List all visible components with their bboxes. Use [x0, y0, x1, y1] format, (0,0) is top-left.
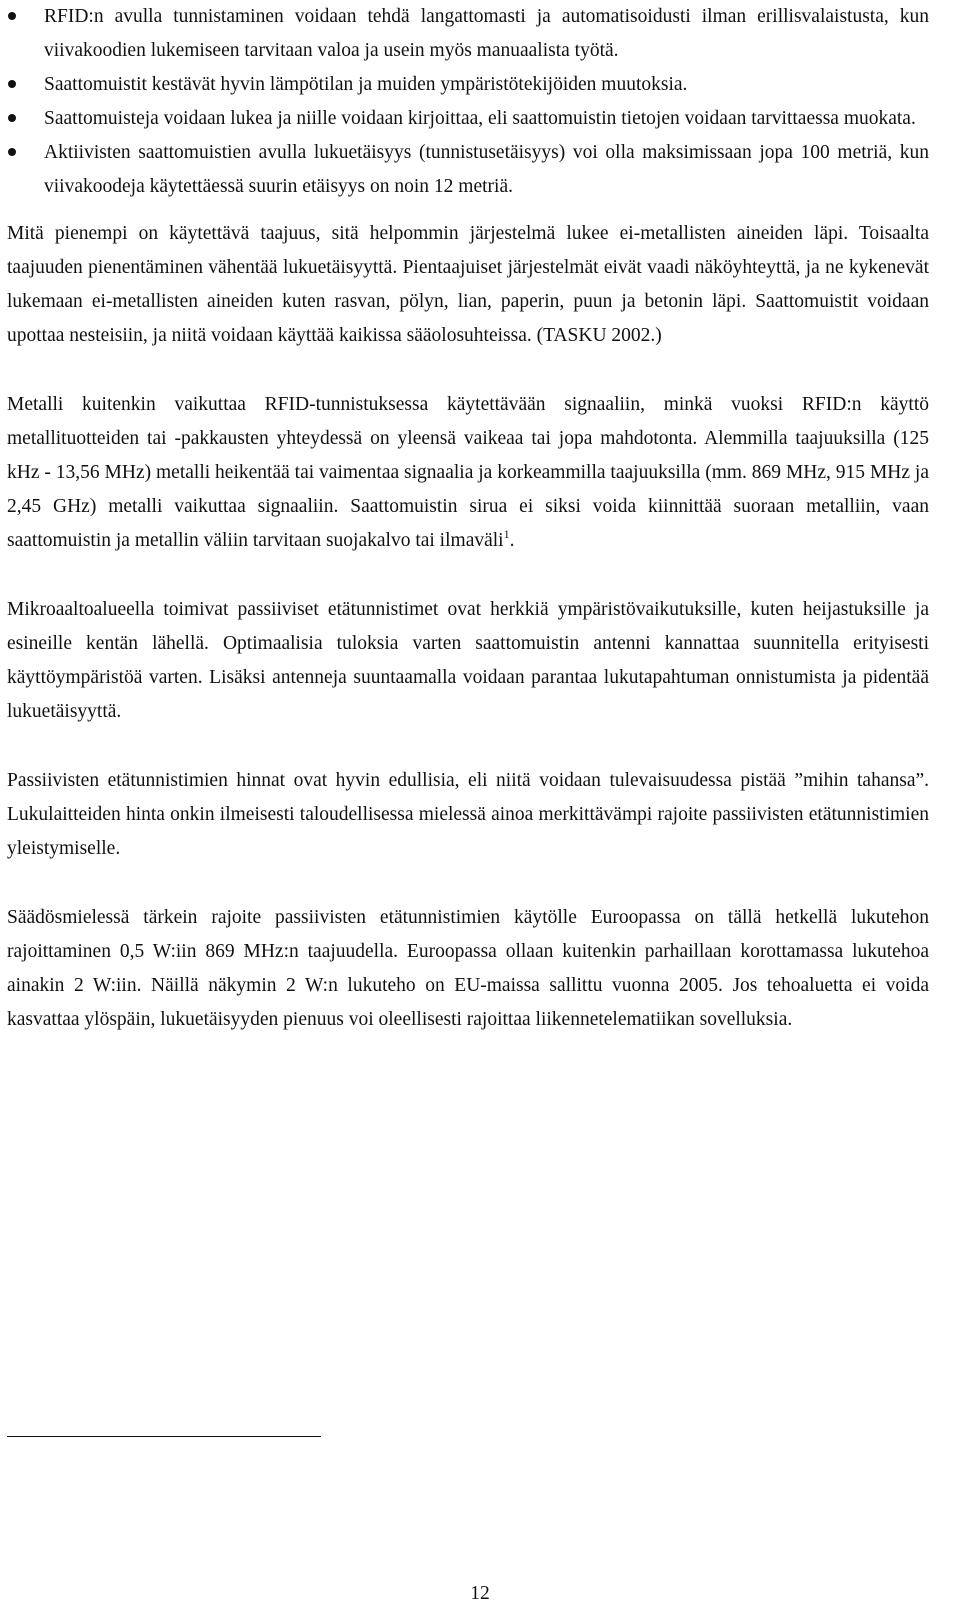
paragraph-frequency: Mitä pienempi on käytettävä taajuus, sitä helpommin järjestelmä lukee ei-metallisten aineiden läpi. Toisaalta taajuuden pienentäminen vähentää lukuetäisyyttä. Pientaajuiset järjestelmät eivät vaadi näköyhteyttä, ja ne kykenevät lukemaan ei-metallisten aineiden kuten rasvan, pölyn, lian, paperin, puun ja betonin läpi. Saattomuistit voidaan upottaa nesteisiin, ja niitä voidaan käyttää kaikissa sääolosuhteissa. (TASKU 2002.): [7, 223, 929, 346]
list-item: Saattomuistit kestävät hyvin lämpötilan ja muiden ympäristötekijöiden muutoksia.: [7, 68, 929, 102]
footnote-marker: 1: [503, 527, 510, 541]
paragraph-metal-end: .: [509, 530, 515, 551]
advantages-list: [7, 0, 929, 204]
paragraph-regulation: Säädösmielessä tärkein rajoite passiivisten etätunnistimien käytölle Euroopassa on tällä hetkellä lukutehon rajoittaminen 0,5 W:iin 869 MHz:n taajuudella. Euroopassa ollaan kuitenkin parhaillaan korottamassa lukutehoa ainakin 2 W:iin. Näillä näkymin 2 W:n lukuteho on EU-maissa sallittu vuonna 2005. Jos tehoaluetta ei voida kasvattaa ylöspäin, lukuetäisyyden pienuus voi oleellisesti rajoittaa liikennetelematiikan sovelluksia.: [7, 907, 929, 1030]
document-body: [7, 0, 929, 1072]
paragraph-microwave: Mikroaaltoalueella toimivat passiiviset etätunnistimet ovat herkkiä ympäristövaikutuksille, kuten heijastuksille ja esineille kentän lähellä. Optimaalisia tuloksia varten saattomuistin antenni kannattaa suunnitella erityisesti käyttöympäristöä varten. Lisäksi antenneja suuntaamalla voidaan parantaa lukutapahtuman onnistumista ja pidentää lukuetäisyyttä.: [7, 599, 929, 722]
page-number: 12: [470, 1583, 490, 1604]
list-item: Aktiivisten saattomuistien avulla lukuetäisyys (tunnistusetäisyys) voi olla maksimissaan jopa 100 metriä, kun viivakoodeja käytettäessä suurin etäisyys on noin 12 metriä.: [7, 136, 929, 204]
paragraph-metal-text: Metalli kuitenkin vaikuttaa RFID-tunnistuksessa käytettävään signaaliin, minkä vuoksi RFID:n käyttö metallituotteiden tai -pakkausten yhteydessä on yleensä vaikeaa tai jopa mahdotonta. Alemmilla taajuuksilla (125 kHz - 13,56 MHz) metalli heikentää tai vaimentaa signaalia ja korkeammilla taajuuksilla (mm. 869 MHz, 915 MHz ja 2,45 GHz) metalli vaikuttaa signaaliin. Saattomuistin sirua ei siksi voida kiinnittää suoraan metalliin, vaan saattomuistin ja metallin väliin tarvitaan suojakalvo tai ilmaväli: [7, 394, 929, 551]
list-item: RFID:n avulla tunnistaminen voidaan tehdä langattomasti ja automatisoidusti ilman erillisvalaistusta, kun viivakoodien lukemiseen tarvitaan valoa ja usein myös manuaalista työtä.: [7, 0, 929, 68]
footnote-separator: [7, 1436, 321, 1437]
list-item: Saattomuisteja voidaan lukea ja niille voidaan kirjoittaa, eli saattomuistin tietojen voidaan tarvittaessa muokata.: [7, 102, 929, 136]
paragraph-metal: [7, 388, 929, 558]
paragraph-prices: Passiivisten etätunnistimien hinnat ovat hyvin edullisia, eli niitä voidaan tulevaisuudessa pistää ”mihin tahansa”. Lukulaitteiden hinta onkin ilmeisesti taloudellisessa mielessä ainoa merkittävämpi rajoite passiivisten etätunnistimien yleistymiselle.: [7, 770, 929, 859]
